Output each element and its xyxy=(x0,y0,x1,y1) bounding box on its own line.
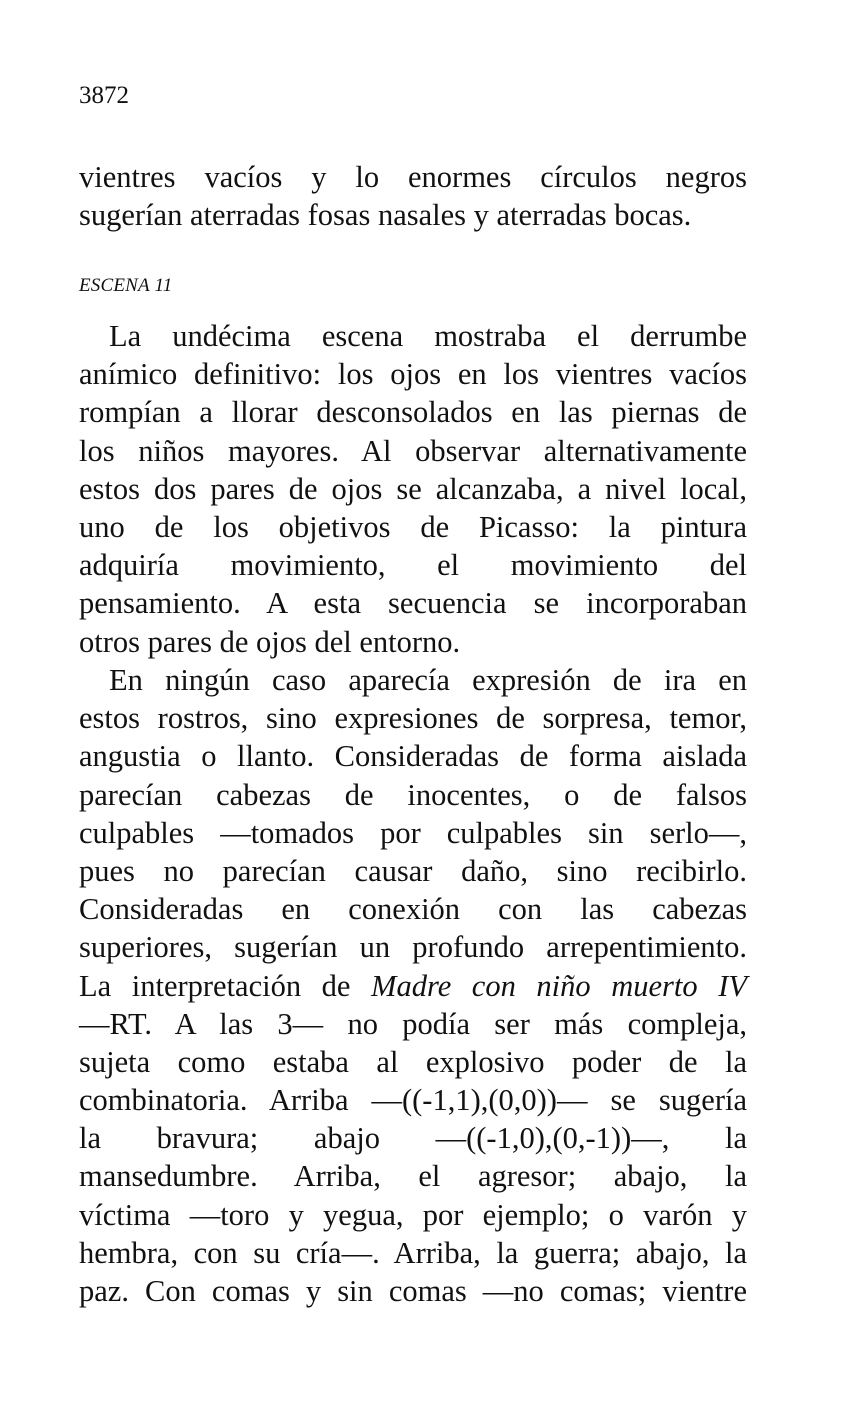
text-line: pensamiento. A esta secuencia se incorporaban xyxy=(79,586,747,621)
text-line: estos rostros, sino expresiones de sorpresa, temor, xyxy=(79,701,747,736)
text-line: la bravura; abajo —((-1,0),(0,-1))—, la xyxy=(79,1121,747,1156)
paragraph-2 xyxy=(79,661,747,1310)
text-line: En ningún caso aparecía expresión de ira en xyxy=(109,663,747,697)
text-line: paz. Con comas y sin comas —no comas; vientre xyxy=(79,1274,747,1308)
text-line: Consideradas en conexión con las cabezas xyxy=(79,892,747,927)
text-line: hembra, con su cría—. Arriba, la guerra; abajo, la xyxy=(79,1235,747,1270)
text-line: pues no parecían causar daño, sino recibirlo. xyxy=(79,853,747,888)
text-line: víctima —toro y yegua, por ejemplo; o varón y xyxy=(79,1197,747,1232)
text-line: mansedumbre. Arriba, el agresor; abajo, la xyxy=(79,1159,747,1194)
text-line: angustia o llanto. Consideradas de forma aislada xyxy=(79,739,747,774)
text-line: otros pares de ojos del entorno. xyxy=(79,624,461,659)
artwork-title: Madre con niño muerto IV xyxy=(371,968,747,1003)
continuation-text xyxy=(79,158,747,234)
text-line: estos dos pares de ojos se alcanzaba, a nivel local, xyxy=(79,471,747,506)
text-line-prefix: La interpretación de xyxy=(79,968,372,1003)
text-line: La undécima escena mostraba el derrumbe xyxy=(109,319,747,353)
text-line: vientres vacíos y lo enormes círculos negros xyxy=(79,160,747,194)
text-line: parecían cabezas de inocentes, o de falsos xyxy=(79,777,747,812)
text-line: adquiría movimiento, el movimiento del xyxy=(79,548,747,583)
text-line: sujeta como estaba al explosivo poder de la xyxy=(79,1044,747,1079)
page-number: 3872 xyxy=(79,82,129,109)
text-line: culpables —tomados por culpables sin serlo—, xyxy=(79,815,747,850)
scene-heading: ESCENA 11 xyxy=(79,275,173,296)
text-line-with-title xyxy=(79,967,747,1005)
text-line: combinatoria. Arriba —((-1,1),(0,0))— se sugería xyxy=(79,1083,747,1118)
text-line: —RT. A las 3— no podía ser más compleja, xyxy=(79,1006,747,1041)
text-line: superiores, sugerían un profundo arrepentimiento. xyxy=(79,930,747,965)
text-line: los niños mayores. Al observar alternativamente xyxy=(79,433,747,468)
paragraph-1 xyxy=(79,317,747,661)
text-line: rompían a llorar desconsolados en las piernas de xyxy=(79,395,747,430)
text-line: anímico definitivo: los ojos en los vientres vacíos xyxy=(79,357,747,392)
text-line: sugerían aterradas fosas nasales y aterradas bocas. xyxy=(79,198,692,233)
text-line: uno de los objetivos de Picasso: la pintura xyxy=(79,509,747,544)
